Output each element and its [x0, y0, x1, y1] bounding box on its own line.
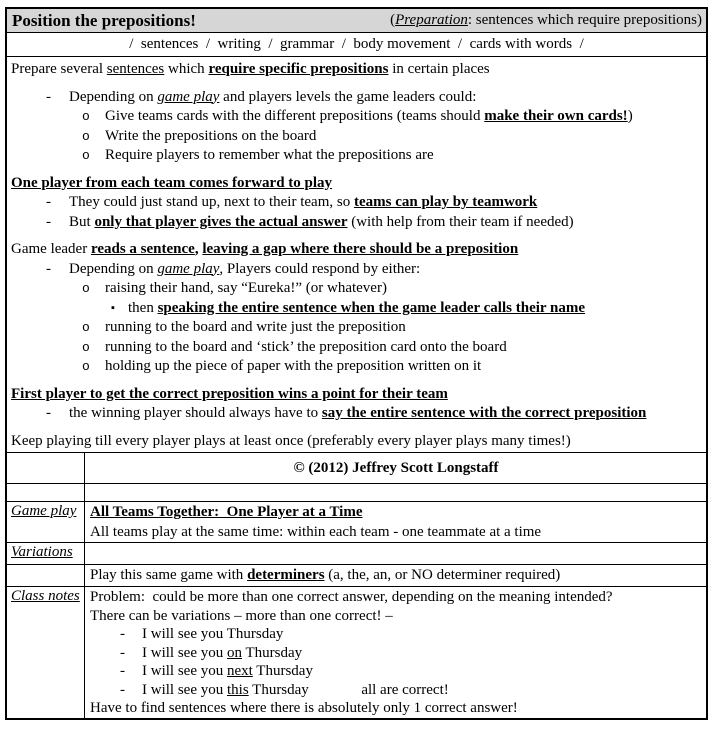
text-segment: speaking the entire sentence when the game leader calls their name: [157, 299, 586, 316]
text-line: [90, 588, 702, 607]
text-line: [11, 240, 702, 260]
bullet-marker: -: [46, 213, 51, 230]
text-segment: Game play: [11, 503, 77, 519]
bullet-marker: o: [82, 148, 90, 163]
determiners-row: [7, 564, 706, 586]
spacer-label-cell: [7, 484, 85, 501]
title-bar: [7, 9, 706, 32]
list-item: [90, 644, 702, 663]
row-label: [7, 587, 85, 718]
text-segment: then: [128, 299, 158, 316]
list-item: [11, 193, 702, 213]
text-segment: They could just stand up, next to their team, so: [69, 194, 354, 210]
text-segment: running to the board and ‘stick’ the preposition card onto the board: [105, 338, 507, 355]
list-item: [11, 88, 702, 108]
list-item: [11, 213, 702, 233]
text-segment: require specific prepositions: [208, 61, 389, 77]
text-segment: Variations: [11, 544, 73, 560]
text-segment: (with help from their team if needed): [347, 213, 574, 230]
list-item: [11, 338, 702, 358]
list-item: [90, 625, 702, 644]
list-item: [11, 279, 702, 299]
text-segment: One player from each team comes forward to play: [11, 174, 333, 191]
text-segment: next: [226, 663, 253, 679]
text-line: [11, 385, 702, 405]
text-segment: Play this same game with: [90, 567, 248, 583]
bullet-marker: -: [46, 194, 51, 210]
list-item: [11, 107, 702, 127]
text-line: [11, 432, 702, 452]
list-item: [11, 404, 702, 424]
text-segment: Problem: could be more than one correct answer, depending on the meaning intended?: [90, 589, 613, 605]
paragraph-gap: [11, 232, 702, 240]
list-item: [11, 318, 702, 338]
text-segment: the winning player should always have to: [69, 405, 322, 421]
text-segment: this: [226, 681, 249, 698]
bullet-marker: o: [82, 359, 90, 374]
list-item: [90, 681, 702, 700]
copyright-label-cell: [7, 453, 85, 483]
text-line: [11, 60, 702, 80]
bullet-marker: o: [82, 339, 90, 355]
text-segment: , Players could respond by either:: [219, 260, 421, 277]
text-segment: Thursday: [252, 663, 313, 679]
text-segment: Prepare several: [11, 61, 107, 77]
variations-row: [7, 542, 706, 564]
tags-row: / sentences / writing / grammar / body movement / cards with words /: [7, 32, 706, 56]
text-segment: All teams play at the same time: within each team - one teammate at a time: [90, 523, 542, 540]
text-segment: game play: [157, 260, 220, 277]
text-segment: : sentences which require prepositions): [467, 12, 702, 28]
row-content: [85, 565, 706, 586]
list-item: [11, 357, 702, 377]
text-segment: I will see you: [142, 681, 227, 698]
text-segment: Give teams cards with the different prepositions (teams should: [105, 108, 485, 124]
text-segment: in certain places: [388, 61, 490, 77]
bullet-marker: ▪: [111, 301, 115, 314]
text-line: [11, 174, 702, 194]
bullet-marker: o: [82, 109, 90, 124]
row-label: [7, 502, 85, 542]
text-segment: make their own cards!: [484, 108, 628, 124]
footer-rows: [7, 501, 706, 718]
bullet-marker: o: [82, 320, 90, 335]
bullet-marker: -: [120, 626, 125, 642]
paragraph-gap: [11, 80, 702, 88]
preparation-note: [390, 12, 702, 29]
text-segment: running to the board and write just the preposition: [105, 319, 406, 335]
text-segment: (: [390, 12, 396, 28]
text-segment: teams can play by teamwork: [353, 194, 538, 210]
row-label: [7, 543, 85, 564]
text-segment: only that player gives the actual answer: [94, 213, 348, 230]
text-segment: Game leader: [11, 241, 91, 257]
text-segment: (a, the, an, or NO determiner required): [324, 567, 561, 583]
text-segment: reads a sentence: [90, 241, 195, 257]
text-segment: First player to get the correct preposition wins a point for their team: [11, 385, 448, 402]
row-content: [85, 587, 706, 718]
spacer-row: [7, 483, 706, 501]
text-segment: I will see you: [142, 644, 227, 661]
bullet-marker: -: [120, 663, 125, 679]
text-segment: Depending on: [69, 260, 158, 277]
list-item: [90, 662, 702, 681]
instructions-cell: [7, 56, 706, 452]
text-line: [90, 607, 702, 626]
text-segment: Write the prepositions on the board: [105, 127, 317, 144]
row-content: [85, 543, 706, 564]
text-segment: Require players to remember what the prepositions are: [105, 147, 434, 163]
text-segment: Have to find sentences where there is absolutely only 1 correct answer!: [90, 700, 518, 716]
text-line: [90, 503, 702, 523]
copyright-text: © (2012) Jeffrey Scott Longstaff: [293, 460, 499, 476]
text-segment: Thursday: [248, 681, 309, 698]
text-segment: There can be variations – more than one correct! –: [90, 607, 393, 624]
copyright-row: [7, 452, 706, 483]
text-segment: say the entire sentence with the correct preposition: [321, 405, 647, 421]
text-segment: ,: [194, 241, 203, 257]
list-item: [11, 260, 702, 280]
paragraph-gap: [11, 377, 702, 385]
text-segment: leaving a gap where there should be a preposition: [202, 241, 519, 257]
text-segment: Thursday: [241, 644, 303, 661]
text-segment: Depending on: [69, 88, 158, 105]
page-title: Position the prepositions!: [12, 10, 196, 30]
text-segment: and players levels the game leaders could:: [219, 88, 477, 105]
text-segment: determiners: [247, 567, 325, 583]
text-segment: on: [226, 644, 242, 661]
list-item: [11, 127, 702, 147]
paragraph-gap: [11, 424, 702, 432]
text-segment: But: [69, 213, 95, 230]
bullet-marker: o: [82, 281, 90, 296]
text-segment: Keep playing till every player plays at least once (preferably every player plays many times!): [11, 432, 571, 449]
paragraph-gap: [11, 166, 702, 174]
bullet-marker: -: [120, 681, 125, 698]
text-segment: Preparation: [395, 12, 468, 28]
bullet-marker: -: [46, 260, 51, 277]
row-content: [85, 502, 706, 542]
text-segment: sentences: [106, 61, 165, 77]
list-item: [11, 299, 702, 319]
text-line: [90, 523, 702, 543]
text-segment: all are correct!: [308, 681, 449, 698]
bullet-marker: -: [46, 88, 51, 105]
text-segment: which: [164, 61, 209, 77]
text-segment: game play: [157, 88, 220, 105]
bullet-marker: -: [46, 405, 51, 421]
bullet-marker: o: [82, 128, 90, 144]
text-segment: All Teams Together: One Player at a Time: [90, 504, 363, 520]
spacer-content-cell: [85, 484, 706, 501]
text-line: [90, 699, 702, 718]
worksheet-document: [5, 7, 708, 720]
class-notes-row: [7, 586, 706, 718]
game-play-row: [7, 501, 706, 542]
text-line: [90, 566, 702, 586]
row-label: [7, 565, 85, 586]
text-segment: raising their hand, say “Eureka!” (or whatever): [105, 280, 387, 296]
bullet-marker: -: [120, 644, 125, 661]
text-segment: I will see you Thursday: [142, 626, 284, 642]
text-segment: Class notes: [11, 588, 80, 604]
list-item: [11, 146, 702, 166]
text-segment: holding up the piece of paper with the preposition written on it: [105, 358, 482, 374]
copyright-cell: [85, 453, 706, 483]
text-segment: I will see you: [142, 663, 227, 679]
text-segment: ): [627, 108, 633, 124]
